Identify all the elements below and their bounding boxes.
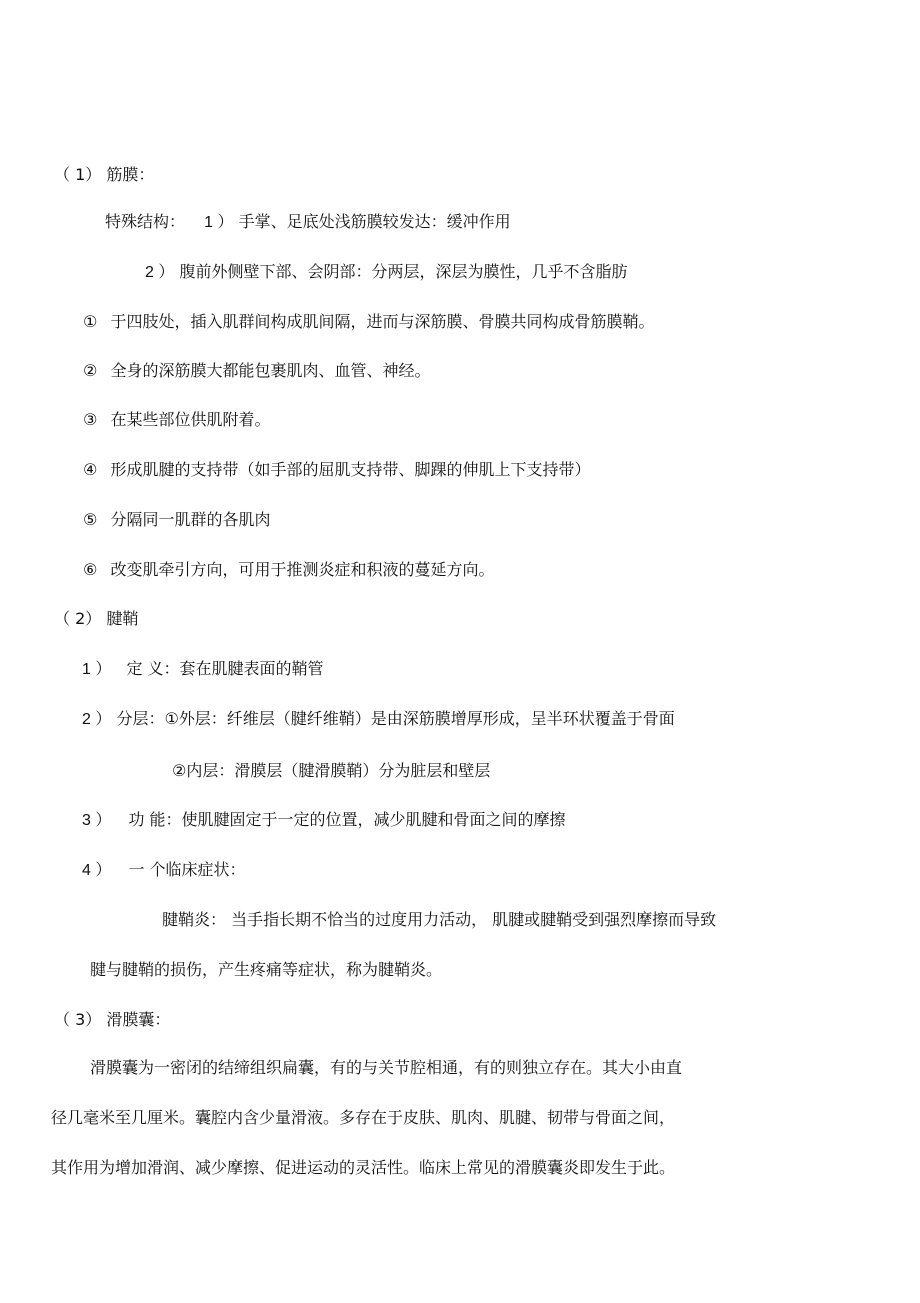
item-marker: ⑤ — [83, 510, 98, 529]
point-text: 定 义：套在肌腱表面的鞘管 — [126, 659, 324, 678]
point-text: 分层：①外层：纤维层（腱纤维鞘）是由深筋膜增厚形成，呈半环状覆盖于骨面 — [116, 709, 675, 728]
item-marker: ① — [83, 312, 98, 331]
section1-heading: （ 1） 筋膜： — [54, 165, 155, 184]
fascia-item-6 — [83, 560, 494, 580]
item-marker: ④ — [83, 460, 98, 479]
tendon-sheath-point-1 — [82, 659, 324, 680]
special-structure-line2 — [145, 262, 627, 283]
item-text: 在某些部位供肌附着。 — [110, 410, 271, 429]
tendon-sheath-inner-layer: ②内层：滑膜层（腱滑膜鞘）分为脏层和壁层 — [172, 761, 491, 780]
fascia-item-4 — [83, 460, 590, 480]
tendon-sheath-point-2 — [82, 709, 675, 730]
point-number: 4 ） — [82, 862, 112, 879]
tendon-sheath-point-4 — [82, 860, 246, 881]
bursa-paragraph-line3: 其作用为增加滑润、减少摩擦、促进运动的灵活性。临床上常见的滑膜囊炎即发生于此。 — [51, 1158, 676, 1177]
tendon-sheath-point-3 — [82, 810, 566, 831]
item-text: 改变肌牵引方向，可用于推测炎症和积液的蔓延方向。 — [110, 560, 495, 579]
fascia-item-5 — [83, 510, 270, 530]
special-structure-line1 — [105, 212, 511, 233]
bursa-paragraph-line2: 径几毫米至几厘米。囊腔内含少量滑液。多存在于皮肤、肌肉、肌腱、韧带与骨面之间， — [51, 1108, 676, 1127]
section2-heading: （ 2） 腱鞘 — [54, 609, 139, 628]
fascia-item-3 — [83, 410, 270, 430]
special-structure-2-text: 腹前外侧壁下部、会阴部：分两层，深层为膜性，几乎不含脂肪 — [179, 262, 628, 281]
special-structure-label: 特殊结构： — [105, 212, 186, 231]
point-number: 3 ） — [82, 812, 112, 829]
clinical-description-line2: 腱与腱鞘的损伤，产生疼痛等症状，称为腱鞘炎。 — [90, 960, 443, 979]
item-marker: ⑥ — [83, 560, 98, 579]
point-text: 功 能：使肌腱固定于一定的位置，减少肌腱和骨面之间的摩擦 — [128, 810, 566, 829]
fascia-item-2 — [83, 361, 430, 381]
section3-heading: （ 3） 滑膜囊： — [54, 1010, 171, 1029]
item-text: 于四肢处，插入肌群间构成肌间隔，进而与深筋膜、骨膜共同构成骨筋膜鞘。 — [110, 312, 655, 331]
clinical-description-line1: 腱鞘炎： 当手指长期不恰当的过度用力活动， 肌腱或腱鞘受到强烈摩擦而导致 — [162, 910, 717, 929]
special-structure-1-text: 手掌、足底处浅筋膜较发达：缓冲作用 — [238, 212, 511, 231]
fascia-item-1 — [83, 312, 654, 332]
item-text: 分隔同一肌群的各肌肉 — [110, 510, 271, 529]
special-structure-1-num: 1 ） — [204, 214, 234, 231]
item-text: 全身的深筋膜大都能包裹肌肉、血管、神经。 — [110, 361, 431, 380]
item-marker: ② — [83, 361, 98, 380]
point-number: 2 ） — [82, 711, 112, 728]
item-marker: ③ — [83, 410, 98, 429]
bursa-paragraph-line1: 滑膜囊为一密闭的结缔组织扁囊，有的与关节腔相通，有的则独立存在。其大小由直 — [90, 1058, 683, 1077]
point-number: 1 ） — [82, 661, 112, 678]
point-text: 一 个临床症状： — [128, 860, 246, 879]
item-text: 形成肌腱的支持带（如手部的屈肌支持带、脚踝的伸肌上下支持带） — [110, 460, 591, 479]
special-structure-2-num: 2 ） — [145, 264, 175, 281]
